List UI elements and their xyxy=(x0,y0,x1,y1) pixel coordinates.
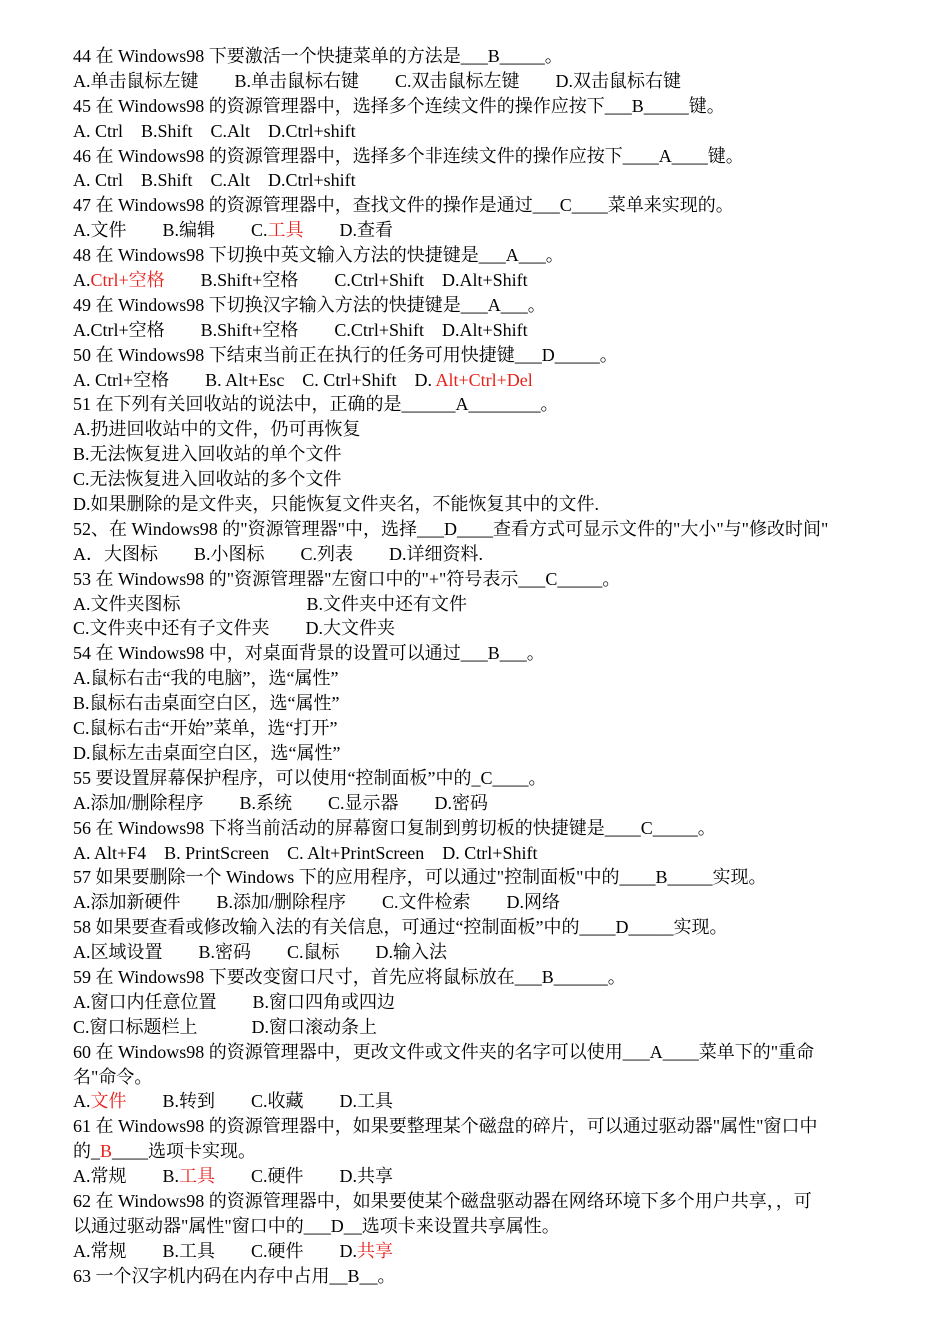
line-text: A. Ctrl B.Shift C.Alt D.Ctrl+shift xyxy=(73,120,356,141)
text-line xyxy=(73,990,883,1015)
text-line xyxy=(73,94,883,119)
line-text: 51 在下列有关回收站的说法中，正确的是______A________。 xyxy=(73,394,559,415)
text-line xyxy=(73,1139,883,1164)
text-line xyxy=(73,69,883,94)
text-line xyxy=(73,1214,883,1239)
line-text: B.无法恢复进入回收站的单个文件 xyxy=(73,444,342,465)
text-line xyxy=(73,417,883,442)
line-text: 52、在 Windows98 的"资源管理器"中，选择___D____查看方式可显示文件的"大小"与"修改时间" xyxy=(73,518,829,539)
line-text: A.鼠标右击“我的电脑”，选“属性” xyxy=(73,668,339,689)
text-line xyxy=(73,517,883,542)
line-text: 以通过驱动器"属性"窗口中的___D__选项卡来设置共享属性。 xyxy=(73,1215,560,1236)
line-text: A. Ctrl+空格 B. Alt+Esc C. Ctrl+Shift D. xyxy=(73,369,436,390)
line-text: A.窗口内任意位置 B.窗口四角或四边 xyxy=(73,991,396,1012)
text-line xyxy=(73,1089,883,1114)
line-text: A.文件夹图标 B.文件夹中还有文件 xyxy=(73,593,468,614)
line-text: A.添加/删除程序 B.系统 C.显示器 D.密码 xyxy=(73,792,489,813)
line-text: 的_ xyxy=(73,1141,100,1162)
line-text: A. Ctrl B.Shift C.Alt D.Ctrl+shift xyxy=(73,170,356,191)
text-line xyxy=(73,1015,883,1040)
line-text: A.文件 B.编辑 C. xyxy=(73,220,268,241)
text-line xyxy=(73,791,883,816)
text-line xyxy=(73,567,883,592)
text-line xyxy=(73,44,883,69)
document-page xyxy=(73,44,883,1289)
text-line xyxy=(73,865,883,890)
text-line xyxy=(73,666,883,691)
line-text: 55 要设置屏幕保护程序，可以使用“控制面板”中的_C____。 xyxy=(73,767,547,788)
line-text: 62 在 Windows98 的资源管理器中，如果要使某个磁盘驱动器在网络环境下多个用户共享，，可 xyxy=(73,1190,812,1211)
line-text: D.如果删除的是文件夹，只能恢复文件夹名，不能恢复其中的文件. xyxy=(73,494,599,515)
line-text: C.无法恢复进入回收站的多个文件 xyxy=(73,469,342,490)
line-text: A.添加新硬件 B.添加/删除程序 C.文件检索 D.网络 xyxy=(73,892,561,913)
text-line xyxy=(73,1065,883,1090)
line-text: 49 在 Windows98 下切换汉字输入方法的快捷键是___A___。 xyxy=(73,294,546,315)
text-line xyxy=(73,268,883,293)
text-line xyxy=(73,616,883,641)
line-text: A.常规 B. xyxy=(73,1166,180,1187)
text-line xyxy=(73,243,883,268)
text-line xyxy=(73,492,883,517)
highlighted-answer-text: 共享 xyxy=(357,1240,394,1261)
text-line xyxy=(73,890,883,915)
text-line xyxy=(73,392,883,417)
line-text: C.鼠标右击“开始”菜单，选“打开” xyxy=(73,718,338,739)
highlighted-answer-text: Alt+Ctrl+Del xyxy=(435,369,533,390)
line-text: 44 在 Windows98 下要激活一个快捷菜单的方法是___B_____。 xyxy=(73,46,563,66)
text-line xyxy=(73,144,883,169)
line-text: 60 在 Windows98 的资源管理器中，更改文件或文件夹的名字可以使用___A____菜单下的"重命 xyxy=(73,1041,815,1062)
text-line xyxy=(73,940,883,965)
line-text: 46 在 Windows98 的资源管理器中，选择多个非连续文件的操作应按下____A____键。 xyxy=(73,145,744,166)
line-text: C.窗口标题栏上 D.窗口滚动条上 xyxy=(73,1016,378,1037)
line-text: 53 在 Windows98 的"资源管理器"左窗口中的"+"符号表示___C_____。 xyxy=(73,568,621,589)
text-line xyxy=(73,218,883,243)
line-text: A. xyxy=(73,1091,91,1112)
line-text: 50 在 Windows98 下结束当前正在执行的任务可用快捷键___D_____。 xyxy=(73,344,618,365)
line-text: 58 如果要查看或修改输入法的有关信息，可通过“控制面板”中的____D_____实现。 xyxy=(73,917,728,938)
line-text: D.鼠标左击桌面空白区，选“属性” xyxy=(73,742,341,763)
text-line xyxy=(73,542,883,567)
text-line xyxy=(73,467,883,492)
text-line xyxy=(73,293,883,318)
line-text: 56 在 Windows98 下将当前活动的屏幕窗口复制到剪切板的快捷键是____C_____。 xyxy=(73,817,716,838)
text-line xyxy=(73,368,883,393)
line-text: A.区域设置 B.密码 C.鼠标 D.输入法 xyxy=(73,942,448,963)
text-line xyxy=(73,1264,883,1289)
line-text: 63 一个汉字机内码在内存中占用__B__。 xyxy=(73,1265,396,1286)
line-text: ____选项卡实现。 xyxy=(112,1141,257,1162)
line-text: B.鼠标右击桌面空白区，选“属性” xyxy=(73,693,340,714)
line-text: 48 在 Windows98 下切换中英文输入方法的快捷键是___A___。 xyxy=(73,245,564,266)
highlighted-answer-text: 工具 xyxy=(179,1166,216,1187)
text-line xyxy=(73,1040,883,1065)
text-line xyxy=(73,119,883,144)
line-text: A. xyxy=(73,270,91,291)
text-line xyxy=(73,965,883,990)
text-line xyxy=(73,1189,883,1214)
text-line xyxy=(73,716,883,741)
text-line xyxy=(73,915,883,940)
line-text: 59 在 Windows98 下要改变窗口尺寸，首先应将鼠标放在___B______。 xyxy=(73,966,626,987)
line-text: A.常规 B.工具 C.硬件 D. xyxy=(73,1240,358,1261)
line-text: 47 在 Windows98 的资源管理器中，查找文件的操作是通过___C____菜单来实现的。 xyxy=(73,195,734,216)
text-line xyxy=(73,1239,883,1264)
line-text: A.Ctrl+空格 B.Shift+空格 C.Ctrl+Shift D.Alt+Shift xyxy=(73,319,528,340)
text-line xyxy=(73,168,883,193)
line-text: A.单击鼠标左键 B.单击鼠标右键 C.双击鼠标左键 D.双击鼠标右键 xyxy=(73,70,682,91)
text-line xyxy=(73,641,883,666)
line-text: C.硬件 D.共享 xyxy=(215,1166,394,1187)
line-text: A.扔进回收站中的文件，仍可再恢复 xyxy=(73,419,361,440)
text-line xyxy=(73,1114,883,1139)
line-text: 57 如果要删除一个 Windows 下的应用程序，可以通过"控制面板"中的____B_____实现。 xyxy=(73,867,767,888)
text-line xyxy=(73,592,883,617)
text-line xyxy=(73,741,883,766)
text-line xyxy=(73,318,883,343)
text-line xyxy=(73,193,883,218)
line-text: C.文件夹中还有子文件夹 D.大文件夹 xyxy=(73,618,396,639)
line-text: 61 在 Windows98 的资源管理器中，如果要整理某个磁盘的碎片，可以通过驱动器"属性"窗口中 xyxy=(73,1116,818,1137)
line-text: 名"命令。 xyxy=(73,1066,153,1087)
line-text: 54 在 Windows98 中，对桌面背景的设置可以通过___B___。 xyxy=(73,643,545,664)
line-text: B.Shift+空格 C.Ctrl+Shift D.Alt+Shift xyxy=(164,270,528,291)
line-text: D.查看 xyxy=(303,220,394,241)
highlighted-answer-text: B xyxy=(100,1141,113,1162)
text-line xyxy=(73,766,883,791)
highlighted-answer-text: 工具 xyxy=(267,220,304,241)
text-line xyxy=(73,841,883,866)
line-text: A．大图标 B.小图标 C.列表 D.详细资料. xyxy=(73,543,484,564)
line-text: A. Alt+F4 B. PrintScreen C. Alt+PrintScreen D. Ctrl+Shift xyxy=(73,842,538,863)
text-line xyxy=(73,816,883,841)
text-line xyxy=(73,442,883,467)
text-line xyxy=(73,1164,883,1189)
text-line xyxy=(73,691,883,716)
highlighted-answer-text: 文件 xyxy=(90,1091,127,1112)
highlighted-answer-text: Ctrl+空格 xyxy=(90,270,165,291)
text-line xyxy=(73,343,883,368)
line-text: B.转到 C.收藏 D.工具 xyxy=(126,1091,394,1112)
line-text: 45 在 Windows98 的资源管理器中，选择多个连续文件的操作应按下___B_____键。 xyxy=(73,95,725,116)
